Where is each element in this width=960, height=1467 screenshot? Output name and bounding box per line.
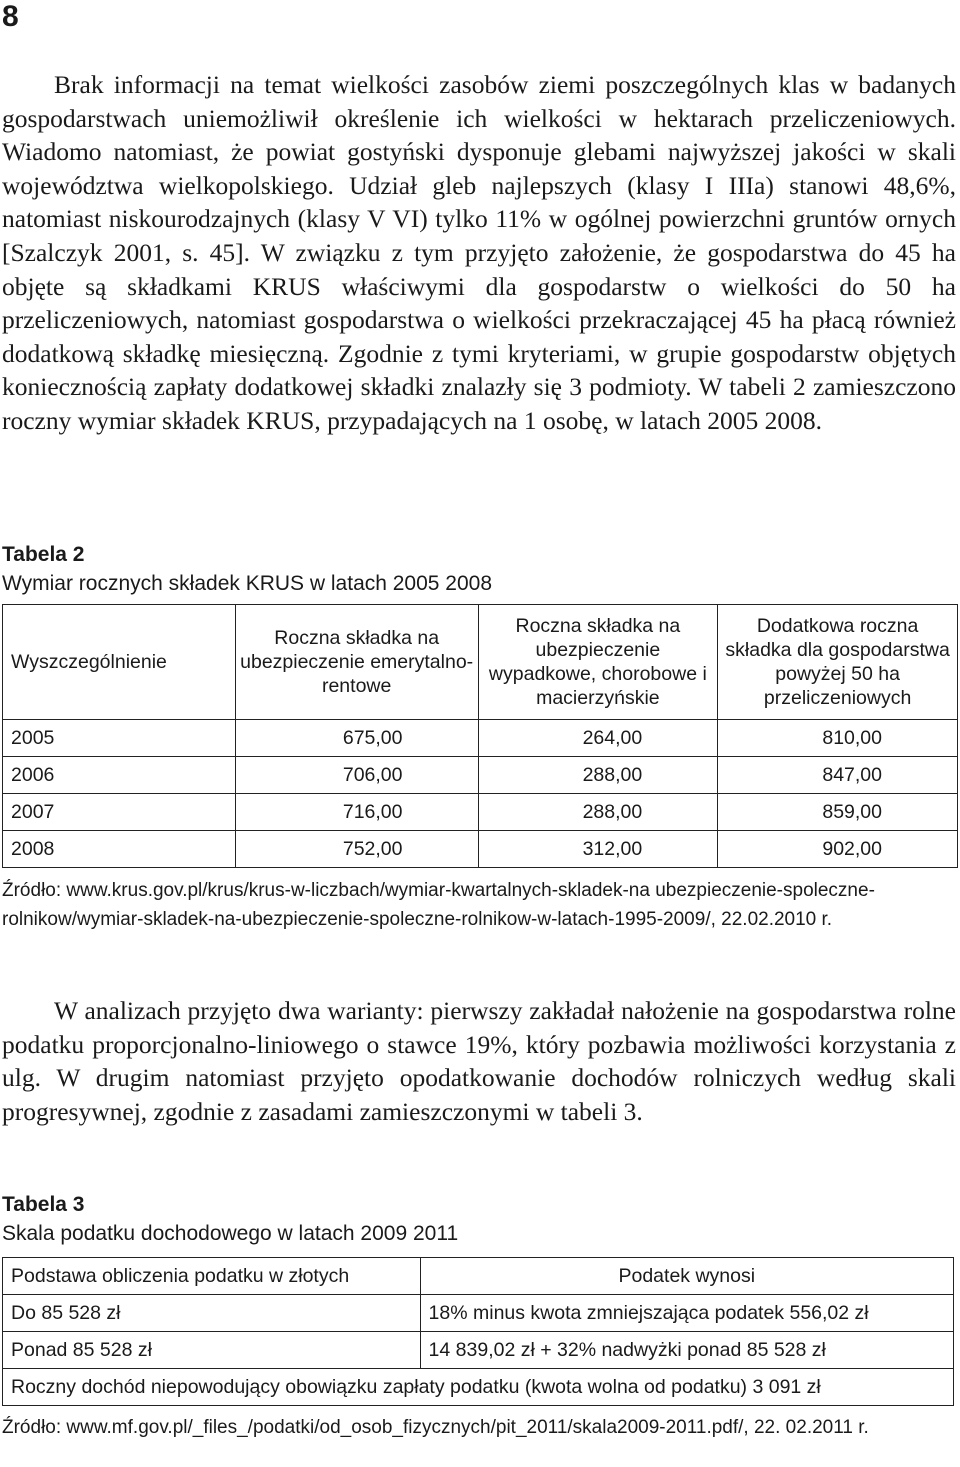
table-header-row: [3, 1258, 954, 1295]
krus-contributions-table: [2, 604, 958, 868]
value-cell: 859,00: [718, 794, 958, 831]
column-header: Podstawa obliczenia podatku w złotych: [3, 1258, 421, 1295]
tax-amount-cell: 18% minus kwota zmniejszająca podatek 556,02 zł: [420, 1295, 953, 1332]
value-cell: 716,00: [235, 794, 478, 831]
column-header: Roczna składka na ubezpieczenie emerytalno-rentowe: [235, 605, 478, 720]
table-row: [3, 1295, 954, 1332]
value-cell: 752,00: [235, 831, 478, 868]
column-header: Dodatkowa roczna składka dla gospodarstwa powyżej 50 ha przeliczeniowych: [718, 605, 958, 720]
table-3-title: Skala podatku dochodowego w latach 2009 2011: [2, 1222, 459, 1245]
body-paragraph-1: Brak informacji na temat wielkości zasobów ziemi poszczególnych klas w badanych gospodarstwach uniemożliwił określenie ich wielkości w hektarach przeliczeniowych. Wiadomo natomiast, że powiat gostyński dysponuje glebami najwyższej jakości w skali województwa wielkopolskiego. Udział gleb najlepszych (klasy I IIIa) stanowi 48,6%, natomiast niskourodzajnych (klasy V VI) tylko 11% w ogólnej powierzchni gruntów ornych [Szalczyk 2001, s. 45]. W związku z tym przyjęto założenie, że gospodarstwa do 45 ha objęte są składkami KRUS właściwymi dla gospodarstw o wielkości do 50 ha przeliczeniowych, natomiast gospodarstwa o wielkości przekraczającej 45 ha płacą również dodatkową składkę miesięczną. Zgodnie z tymi kryteriami, w grupie gospodarstw objętych koniecznością zapłaty dodatkowej składki znalazły się 3 podmioty. W tabeli 2 zamieszczono roczny wymiar składek KRUS, przypadających na 1 osobę, w latach 2005 2008.: [2, 70, 956, 435]
value-cell: 312,00: [478, 831, 718, 868]
table-row: [3, 720, 958, 757]
tax-base-cell: Ponad 85 528 zł: [3, 1332, 421, 1369]
year-cell: 2006: [3, 757, 236, 794]
table-row: [3, 757, 958, 794]
table-2-source: Źródło: www.krus.gov.pl/krus/krus-w-liczbach/wymiar-kwartalnych-skladek-na ubezpieczenie-spoleczne-rolnikow/wymiar-skladek-na-ubezpieczenie-spoleczne-rolnikow-w-latach-1995-2009/, 22.02.2010 r.: [2, 880, 875, 930]
income-tax-scale-table: [2, 1257, 954, 1406]
tax-base-cell: Do 85 528 zł: [3, 1295, 421, 1332]
tax-free-amount-cell: Roczny dochód niepowodujący obowiązku zapłaty podatku (kwota wolna od podatku) 3 091 zł: [3, 1369, 954, 1406]
table-2-label: Tabela 2: [2, 543, 85, 566]
year-cell: 2007: [3, 794, 236, 831]
column-header: Podatek wynosi: [420, 1258, 953, 1295]
table-3-label: Tabela 3: [2, 1193, 85, 1216]
column-header: Wyszczególnienie: [3, 605, 236, 720]
table-3-caption: [2, 1190, 458, 1248]
value-cell: 706,00: [235, 757, 478, 794]
body-paragraph-2: W analizach przyjęto dwa warianty: pierwszy zakładał nałożenie na gospodarstwa rolne podatku proporcjonalno-liniowego o stawce 19%, który pozbawia możliwości korzystania z ulg. W drugim natomiast przyjęto opodatkowanie dochodów rolniczych według skali progresywnej, zgodnie z zasadami zamieszczonymi w tabeli 3.: [2, 996, 956, 1126]
column-header: Roczna składka na ubezpieczenie wypadkowe, chorobowe i macierzyńskie: [478, 605, 718, 720]
tax-amount-cell: 14 839,02 zł + 32% nadwyżki ponad 85 528 zł: [420, 1332, 953, 1369]
table-2-caption: [2, 540, 492, 598]
table-2-title: Wymiar rocznych składek KRUS w latach 2005 2008: [2, 572, 493, 595]
value-cell: 288,00: [478, 794, 718, 831]
value-cell: 264,00: [478, 720, 718, 757]
value-cell: 847,00: [718, 757, 958, 794]
table-row: [3, 831, 958, 868]
value-cell: 288,00: [478, 757, 718, 794]
year-cell: 2005: [3, 720, 236, 757]
value-cell: 675,00: [235, 720, 478, 757]
page-number: 8: [2, 0, 19, 33]
table-3-source: Źródło: www.mf.gov.pl/_files_/podatki/od_osob_fizycznych/pit_2011/skala2009-2011.pdf/, 22. 02.2011 r.: [2, 1417, 869, 1438]
year-cell: 2008: [3, 831, 236, 868]
table-footer-row: [3, 1369, 954, 1406]
value-cell: 902,00: [718, 831, 958, 868]
table-row: [3, 1332, 954, 1369]
value-cell: 810,00: [718, 720, 958, 757]
table-header-row: [3, 605, 958, 720]
table-row: [3, 794, 958, 831]
